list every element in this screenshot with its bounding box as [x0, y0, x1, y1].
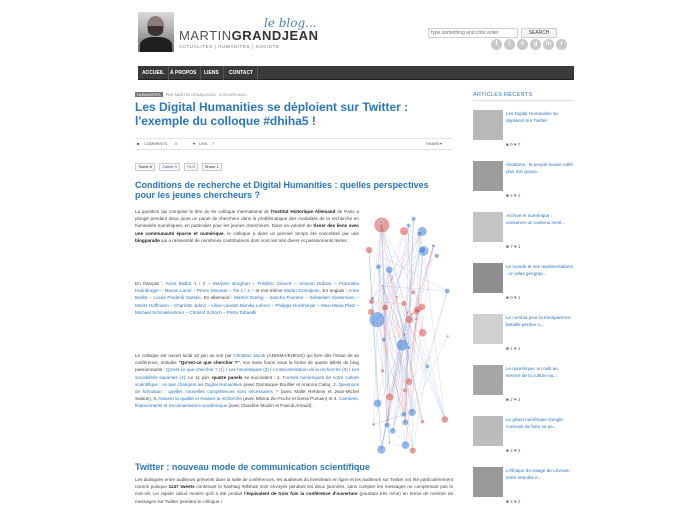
p3-w: (avec Claudine Moulin et Pascal Arnaud).	[227, 403, 313, 409]
p1-a: La question qui compose le titre du 5e colloque international de	[135, 209, 271, 214]
graph-node	[410, 447, 416, 453]
recent-article-counts	[506, 397, 520, 402]
p3-h[interactable]: Les heuristiques (2)	[228, 367, 269, 373]
comments-count: 0	[510, 142, 513, 147]
article-thumbnail[interactable]	[473, 161, 503, 191]
google-plus-button[interactable]	[184, 163, 198, 171]
sidebar-title: ARTICLES RÉCENTS	[473, 92, 533, 98]
graph-node	[388, 441, 390, 443]
article-thumbnail[interactable]	[473, 314, 503, 344]
facebook-like-button[interactable]	[159, 163, 180, 171]
graph-node	[374, 217, 390, 233]
section-heading-twitter: Twitter : nouveau mode de communication scientifique	[135, 462, 370, 472]
p3-i: /	[268, 367, 273, 373]
graph-node	[366, 247, 373, 254]
graph-node	[381, 369, 385, 373]
recent-article-title[interactable]: L'éthique du visage de Lévinas : entre interdits e...	[506, 468, 572, 481]
graph-node	[402, 419, 408, 425]
p3-f[interactable]: Qu'est-ce que chercher ? (1)	[166, 367, 225, 373]
like-icon: ♥	[193, 141, 196, 146]
p4-d: l'équivalent de trois fois la conférence d'ouverture	[244, 491, 358, 497]
post-main	[135, 90, 455, 517]
like-icon: ♥	[512, 397, 518, 402]
p3-b[interactable]: Christian Jacob	[233, 353, 266, 358]
graph-node	[402, 333, 405, 336]
graph-node	[380, 221, 383, 224]
graph-node	[446, 335, 449, 338]
p2-c[interactable]: Martin Grandjean	[284, 288, 320, 294]
comments-count: 7	[510, 244, 513, 249]
nav-item-accueil[interactable]: ACCUEIL	[138, 66, 169, 80]
recent-article-counts	[506, 346, 520, 351]
likes-count: 1	[517, 295, 521, 300]
graph-node	[369, 299, 374, 304]
graph-node	[425, 364, 429, 368]
p1-d: tisser des liens avec une communauté éparse et numérique	[135, 223, 359, 236]
graph-node	[405, 316, 413, 324]
graph-edge	[427, 291, 447, 366]
graph-node	[411, 217, 415, 221]
comments-count: 2	[510, 499, 513, 504]
graph-node	[410, 313, 413, 316]
like-icon: ♥	[512, 142, 518, 147]
graph-node	[401, 301, 407, 307]
article-thumbnail[interactable]	[473, 263, 503, 293]
p2-links[interactable]: Anne Baillot 1 / 2 – Marjorie Burghart – Frédéric Clavert – Antonin Dubois – Franziska Heimburger – Manon Lamé – Pierre Mounier – Tis 1 / 2	[135, 281, 360, 294]
article-thumbnail[interactable]	[473, 365, 503, 395]
graph-node	[408, 408, 416, 416]
p3-k: /	[347, 367, 352, 373]
network-graph-image[interactable]	[363, 209, 455, 457]
likes-count: 3	[517, 448, 521, 453]
graph-node	[384, 422, 389, 427]
tweet-label: Tweet	[138, 164, 149, 169]
graph-node	[434, 254, 439, 259]
graph-node	[381, 285, 384, 288]
graph-node	[382, 304, 389, 311]
rss-icon[interactable]: r	[556, 39, 567, 50]
paragraph-colloque	[135, 352, 359, 410]
nav-item-contact[interactable]: CONTACT	[225, 66, 258, 80]
fb-count: 0	[174, 164, 177, 169]
social-icons	[491, 39, 567, 50]
recent-article-title[interactable]: Votations : le peuple suisse mêlé plus son gouve...	[506, 162, 573, 175]
p3-j[interactable]: L'instrumentation de la recherche (3)	[272, 367, 348, 373]
linkedin-share-button[interactable]	[202, 163, 222, 171]
recent-article-title[interactable]: Le monde et ses représentations : un atlas géograp...	[506, 264, 573, 277]
likes-count: 1	[517, 346, 521, 351]
graph-edge	[423, 251, 444, 420]
vimeo-icon[interactable]: v	[517, 39, 528, 50]
likes-count: 7	[212, 141, 215, 146]
social-share-bar	[135, 163, 222, 171]
like-icon: ♥	[512, 448, 518, 453]
graph-node	[386, 266, 393, 273]
likes-count: 1	[517, 244, 521, 249]
main-nav	[138, 66, 574, 80]
graph-node	[432, 244, 435, 247]
comment-icon: ■	[506, 397, 511, 402]
like-icon: ♥	[512, 346, 518, 351]
likes-count: 2	[517, 193, 521, 198]
recent-article-title[interactable]: Le combat pour la transparence bataille perdue o...	[506, 315, 571, 328]
comments-count: 2	[510, 193, 513, 198]
like-icon: ♥	[512, 244, 518, 249]
gplus-count: 0	[192, 164, 195, 169]
graph-node	[411, 290, 416, 295]
p2-d: . En anglais :	[319, 288, 349, 294]
graph-node	[419, 247, 426, 254]
recent-article-title[interactable]: Archive et numérique : conserver un contenu mest...	[506, 213, 566, 226]
p1-e: , le colloque a dans un premier temps été concrétisé par une	[223, 230, 359, 236]
p3-d: "Qu'est-ce que chercher ?"	[178, 360, 240, 366]
graph-edge	[412, 312, 416, 413]
recent-article-counts	[506, 448, 520, 453]
graph-node	[368, 309, 375, 316]
comments-label[interactable]: COMMENTS	[144, 141, 168, 146]
graph-edge	[393, 246, 434, 431]
p3-v[interactable]: Carrières, financements et reconnaissance académique	[135, 396, 359, 409]
p2-de[interactable]: Marten Düring – Sascha Foerster – Sebastien Giessmann – Moritz Hoffmann – Charlotte Jahnz – Lilian Landes Monika Lehner – Philippe Nordmeyer – Maxi Maria Platz – Michael Schmalenstroer – Christof Schöch – Petra Tabarelli	[135, 295, 359, 315]
paragraph-intro	[135, 208, 359, 244]
p3-a: Le colloque est ouvert lundi 10 juin au soir par	[135, 353, 234, 358]
category-tag[interactable]: HUMANITES	[137, 92, 161, 97]
post-title[interactable]: Les Digital Humanities se déploient sur Twitter : l'exemple du colloque #dhiha5 !	[135, 100, 409, 128]
brand-last: GRANDJEAN	[231, 28, 319, 43]
graph-node	[418, 303, 425, 310]
recent-article-counts	[506, 295, 520, 300]
graph-node	[406, 311, 408, 313]
comment-icon: ■	[506, 244, 511, 249]
nav-item-a-propos[interactable]: À PROPOS	[166, 66, 201, 80]
post-byline: PAR MARTIN GRANDJEAN · 8 HOURS AGO	[165, 92, 247, 97]
recent-article-item[interactable]	[473, 467, 573, 517]
brand-subtitle: ACTUALITES | HUMANITES | SOCIETE	[179, 44, 280, 49]
post-meta	[135, 92, 247, 97]
recent-article-title[interactable]: Le géant numérique Google contraint de faire sa pa...	[506, 417, 563, 430]
sidebar	[473, 90, 573, 517]
p3-s: (avec Malte Rehbein et Jean-Michel Salaün), 3.	[135, 389, 359, 402]
graph-node	[377, 445, 386, 454]
in-count: 1	[216, 164, 219, 169]
graph-node	[405, 378, 412, 385]
p1-f: blogparade	[135, 237, 160, 243]
graph-node	[382, 337, 386, 341]
share-label[interactable]: SHARE	[426, 141, 440, 146]
graph-node	[395, 296, 398, 299]
graph-node	[401, 412, 406, 417]
recent-article-title[interactable]: Les Digital Humanities se déploient sur Twitter	[506, 111, 558, 124]
graph-node	[403, 388, 408, 393]
comment-icon: ■	[506, 448, 511, 453]
graph-node	[396, 339, 408, 351]
tweet-button[interactable]	[135, 163, 155, 171]
comments-count: 2	[510, 397, 513, 402]
recent-article-title[interactable]: Le numérique, un outil au service de la culture ou...	[506, 366, 558, 379]
p1-g: qui a rassemblé de nombreux contributeurs dont voici les très divers et passionnants textes :	[159, 237, 350, 243]
article-thumbnail[interactable]	[473, 416, 503, 446]
avatar-beard	[148, 26, 163, 36]
p4-b: 1147 tweets	[168, 484, 195, 490]
p3-e: , son texte fourni sous la forme de quatre billets de blog passionnants :	[135, 360, 359, 373]
p4-c: contenant le hashtag #dhiha5 sont envoyés pendant les deux journées, sans compter les messages ne comprenant pas le mot-clé. Un rapide calcul montre qu'il a été produit	[135, 484, 454, 497]
graph-node	[376, 264, 381, 269]
comment-icon: ■	[506, 295, 511, 300]
p1-c: de Paris a plongé pendant deux jours un panel de chercheur dans la problématique des modalités de la recherche en humanités numériques, en particulier pour les jeunes chercheurs. Dans sa volonté de	[135, 209, 359, 229]
like-icon: ♥	[512, 193, 518, 198]
google-plus-icon[interactable]: g	[530, 39, 541, 50]
graph-edge	[409, 319, 416, 382]
in-label: Share	[204, 164, 216, 169]
likes-count: 2	[517, 499, 521, 504]
p4-e: (pourtant très riche) en terme de nombre de messages sur Twitter pendant le colloque !	[135, 491, 453, 504]
sidebar-divider	[473, 100, 573, 101]
comment-icon: ■	[137, 141, 140, 146]
p2-a: En français :	[135, 281, 166, 286]
p2-en[interactable]: Anne Baillot – Lucas Frederik Garske	[135, 288, 359, 301]
avatar[interactable]	[138, 12, 174, 52]
recent-article-counts	[506, 193, 520, 198]
p4-a: Les dialogues entre auditeurs présents dans la salle de conférences, les auditeurs du livestream en ligne et les auditeurs sur Twitter ont été particulièrement nourris puisque	[135, 477, 453, 490]
comment-icon: ■	[506, 346, 511, 351]
graph-node	[386, 393, 394, 401]
p3-q: (avec Dominique Boullier et Arianna Ciula), 2.	[242, 381, 339, 387]
blog-label: le blog...	[264, 16, 317, 30]
p2-e: . En allemand :	[200, 295, 235, 301]
p3-u: (avec Milena Zic-Fuchs et Denis Pumain) et 4.	[241, 396, 339, 402]
linkedin-icon[interactable]: in	[543, 39, 554, 50]
nav-item-liens[interactable]: LIENS	[200, 66, 224, 80]
article-thumbnail[interactable]	[473, 467, 503, 497]
graph-node	[417, 231, 422, 236]
p3-t[interactable]: Assurer la qualité et évaluer la recherche	[158, 396, 242, 402]
p3-p[interactable]: Formes numériques de notre culture scientifique : ce que changent les Digital Humanities	[135, 374, 359, 387]
search-button[interactable]: SEARCH	[521, 28, 557, 38]
avatar-body	[140, 37, 172, 52]
graph-node	[372, 423, 375, 426]
search-input[interactable]	[428, 28, 518, 38]
paragraph-contributors	[135, 280, 359, 316]
p3-g: /	[224, 367, 229, 373]
graph-node	[373, 399, 381, 407]
likes-label[interactable]: LIKE	[199, 141, 208, 146]
facebook-icon[interactable]: f	[491, 39, 502, 50]
section-heading-conditions: Conditions de recherche et Digital Humanities : quelles perspectives pour les jeunes chercheurs ?	[135, 180, 429, 200]
graph-node	[400, 227, 409, 236]
graph-node	[390, 428, 396, 434]
comments-count: 1	[510, 346, 513, 351]
site-logo[interactable]	[179, 28, 318, 43]
like-icon: ♥	[512, 295, 518, 300]
comment-icon: ■	[506, 193, 511, 198]
comments-count: 0	[175, 141, 178, 146]
graph-edge	[371, 222, 381, 302]
graph-node	[401, 441, 409, 449]
p3-o: se succèdent : 1.	[242, 374, 283, 380]
like-icon: ♥	[512, 499, 518, 504]
graph-node	[406, 223, 410, 227]
paragraph-twitter	[135, 476, 453, 505]
gplus-label: +1	[186, 164, 192, 169]
comments-count: 0	[510, 295, 513, 300]
graph-node	[415, 317, 418, 320]
fb-label: J'aime	[162, 164, 174, 169]
p3-l[interactable]: Les sociabilités savantes (4)	[135, 367, 359, 380]
graph-node	[419, 329, 427, 337]
graph-node	[441, 416, 448, 423]
likes-count: 2	[517, 397, 521, 402]
graph-node	[445, 288, 450, 293]
comments-count: 2	[510, 448, 513, 453]
p3-m: . Le 11 juin,	[185, 374, 213, 380]
comment-icon: ■	[506, 499, 511, 504]
p3-r[interactable]: Questions de formation : quelles nouvelles compétences sont nécessaires ?	[135, 381, 359, 395]
brand-first: MARTIN	[179, 28, 232, 43]
post-stats-bar	[135, 138, 453, 150]
recent-article-counts	[506, 244, 520, 249]
recent-article-counts	[506, 142, 520, 147]
article-thumbnail[interactable]	[473, 110, 503, 140]
p3-n: quatre panels	[212, 374, 243, 380]
p3-c: (ANHIMA/EHESS) qui livre dès l'issue de sa conférence, intitulée	[135, 353, 359, 366]
likes-count: 7	[517, 142, 521, 147]
recent-article-counts	[506, 499, 520, 504]
comment-icon: ■	[506, 142, 511, 147]
article-thumbnail[interactable]	[473, 212, 503, 242]
tweet-count: 6	[149, 164, 153, 169]
p1-b: l'Institut Historique Allemand	[270, 209, 336, 214]
twitter-icon[interactable]: t	[504, 39, 515, 50]
p2-b: – et moi-même	[249, 288, 285, 294]
share-chevron-icon: ▾	[440, 141, 443, 146]
graph-node	[421, 420, 425, 424]
